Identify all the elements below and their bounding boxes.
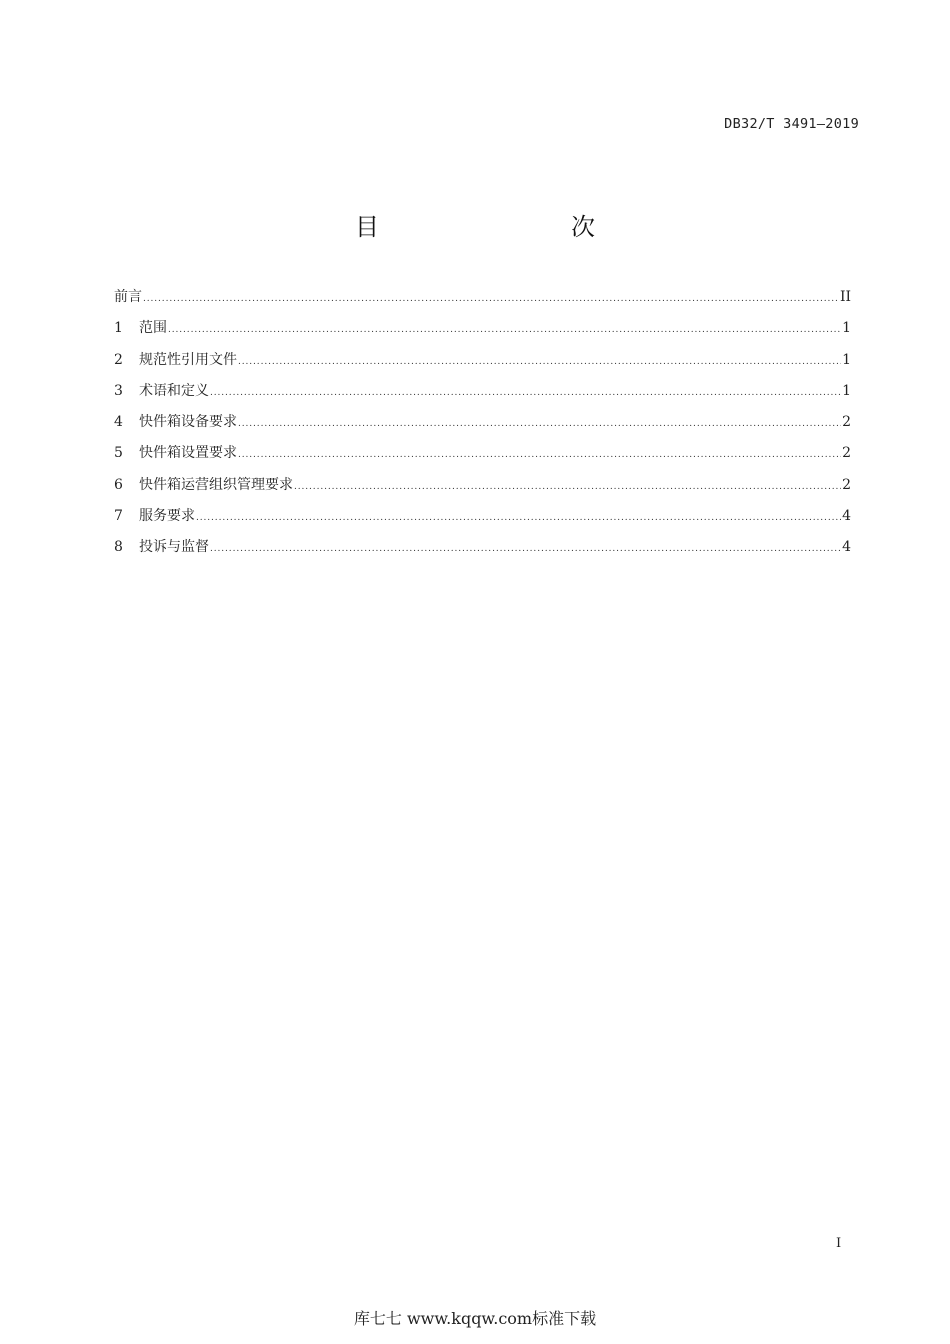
toc-entry-label: 快件箱设备要求 (139, 414, 237, 431)
toc-entry-2[interactable] (114, 349, 851, 380)
toc-entry-foreword[interactable] (114, 286, 851, 317)
footer-watermark: 库七七 www.kqqw.com标准下载 (353, 1309, 597, 1328)
toc-entry-label: 投诉与监督 (139, 539, 209, 556)
toc-entry-label: 前言 (114, 289, 142, 305)
toc-entry-number: 1 (114, 320, 123, 337)
table-of-contents (114, 286, 851, 568)
toc-entry-page: 4 (842, 539, 851, 556)
toc-leader-dots (238, 413, 841, 435)
toc-leader-dots (238, 444, 841, 466)
toc-leader-dots (210, 382, 841, 404)
toc-entry-page: II (839, 289, 851, 305)
toc-entry-label: 服务要求 (139, 508, 195, 525)
toc-entry-label: 快件箱运营组织管理要求 (139, 476, 293, 493)
toc-leader-dots (294, 476, 841, 498)
toc-entry-8[interactable] (114, 536, 851, 567)
toc-entry-label: 快件箱设置要求 (139, 445, 237, 462)
toc-entry-label: 术语和定义 (139, 382, 209, 399)
toc-entry-page: 2 (842, 445, 851, 462)
toc-entry-number: 8 (114, 539, 123, 556)
toc-leader-dots (210, 538, 841, 560)
toc-entry-page: 2 (842, 414, 851, 431)
toc-entry-3[interactable] (114, 380, 851, 411)
toc-entry-label: 范围 (139, 320, 167, 337)
document-code: DB32/T 3491—2019 (724, 116, 859, 132)
toc-entry-number: 4 (114, 414, 123, 431)
toc-entry-number: 5 (114, 445, 123, 462)
toc-entry-number: 3 (114, 382, 123, 399)
toc-leader-dots (143, 288, 839, 310)
toc-leader-dots (238, 351, 841, 373)
toc-entry-number: 7 (114, 508, 123, 525)
toc-title: 目 次 (355, 213, 643, 241)
toc-entry-number: 6 (114, 476, 123, 493)
toc-leader-dots (168, 319, 841, 341)
toc-entry-page: 1 (842, 320, 851, 337)
toc-entry-page: 1 (842, 351, 851, 368)
toc-entry-page: 4 (842, 508, 851, 525)
toc-entry-5[interactable] (114, 442, 851, 473)
toc-entry-4[interactable] (114, 411, 851, 442)
toc-entry-label: 规范性引用文件 (139, 351, 237, 368)
toc-entry-1[interactable] (114, 317, 851, 348)
toc-entry-7[interactable] (114, 505, 851, 536)
page-number: I (836, 1236, 842, 1251)
toc-leader-dots (196, 507, 841, 529)
toc-entry-page: 1 (842, 382, 851, 399)
toc-entry-page: 2 (842, 476, 851, 493)
toc-entry-number: 2 (114, 351, 123, 368)
toc-entry-6[interactable] (114, 474, 851, 505)
